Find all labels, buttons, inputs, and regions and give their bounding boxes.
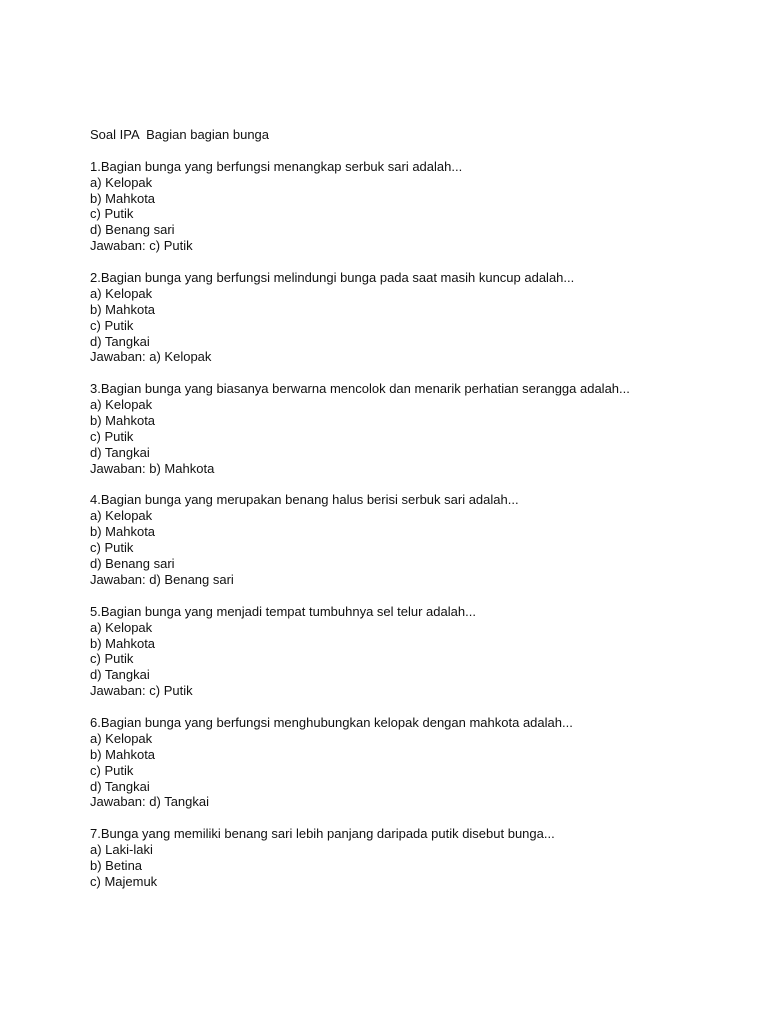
question-text: 7.Bunga yang memiliki benang sari lebih panjang daripada putik disebut bunga... — [90, 826, 555, 842]
spacer — [90, 699, 730, 715]
answer-text: Jawaban: d) Tangkai — [90, 794, 210, 810]
option-c: c) Majemuk — [90, 873, 158, 889]
answer-text: Jawaban: d) Benang sari — [90, 571, 234, 587]
option-a: a) Laki-laki — [90, 842, 153, 858]
option-b: b) Mahkota — [90, 301, 156, 317]
question-block-4 — [90, 492, 730, 587]
question-block-7 — [90, 826, 730, 890]
spacer — [90, 588, 730, 604]
spacer — [90, 254, 730, 270]
option-a: a) Kelopak — [90, 619, 153, 635]
option-d: d) Tangkai — [90, 444, 150, 460]
option-c: c) Putik — [90, 540, 134, 556]
option-b: b) Betina — [90, 857, 143, 873]
question-text: 1.Bagian bunga yang berfungsi menangkap serbuk sari adalah... — [90, 158, 463, 174]
option-d: d) Benang sari — [90, 556, 175, 572]
question-text: 5.Bagian bunga yang menjadi tempat tumbuhnya sel telur adalah... — [90, 603, 476, 619]
question-block-1 — [90, 159, 730, 254]
answer-text: Jawaban: a) Kelopak — [90, 349, 212, 365]
answer-text: Jawaban: c) Putik — [90, 238, 193, 254]
option-d: d) Benang sari — [90, 222, 175, 238]
question-text: 3.Bagian bunga yang biasanya berwarna mencolok dan menarik perhatian serangga adalah... — [90, 381, 630, 397]
option-d: d) Tangkai — [90, 667, 150, 683]
question-block-2 — [90, 270, 730, 365]
answer-text: Jawaban: c) Putik — [90, 683, 193, 699]
option-a: a) Kelopak — [90, 285, 153, 301]
spacer — [90, 477, 730, 493]
option-a: a) Kelopak — [90, 397, 153, 413]
answer-text: Jawaban: b) Mahkota — [90, 460, 215, 476]
document-content — [90, 127, 730, 890]
option-a: a) Kelopak — [90, 174, 153, 190]
option-a: a) Kelopak — [90, 730, 153, 746]
option-b: b) Mahkota — [90, 413, 156, 429]
question-block-6 — [90, 715, 730, 810]
option-b: b) Mahkota — [90, 190, 156, 206]
option-c: c) Putik — [90, 762, 134, 778]
question-text: 6.Bagian bunga yang berfungsi menghubungkan kelopak dengan mahkota adalah... — [90, 714, 573, 730]
option-c: c) Putik — [90, 651, 134, 667]
spacer — [90, 365, 730, 381]
document-title: Soal IPA Bagian bagian bunga — [90, 127, 270, 142]
option-c: c) Putik — [90, 428, 134, 444]
option-b: b) Mahkota — [90, 746, 156, 762]
spacer — [90, 143, 730, 159]
option-a: a) Kelopak — [90, 508, 153, 524]
option-b: b) Mahkota — [90, 635, 156, 651]
question-text: 2.Bagian bunga yang berfungsi melindungi bunga pada saat masih kuncup adalah... — [90, 270, 575, 286]
option-b: b) Mahkota — [90, 524, 156, 540]
option-d: d) Tangkai — [90, 333, 150, 349]
option-d: d) Tangkai — [90, 778, 150, 794]
spacer — [90, 810, 730, 826]
option-c: c) Putik — [90, 317, 134, 333]
question-block-5 — [90, 604, 730, 699]
question-block-3 — [90, 381, 730, 476]
option-c: c) Putik — [90, 206, 134, 222]
question-text: 4.Bagian bunga yang merupakan benang halus berisi serbuk sari adalah... — [90, 492, 519, 508]
